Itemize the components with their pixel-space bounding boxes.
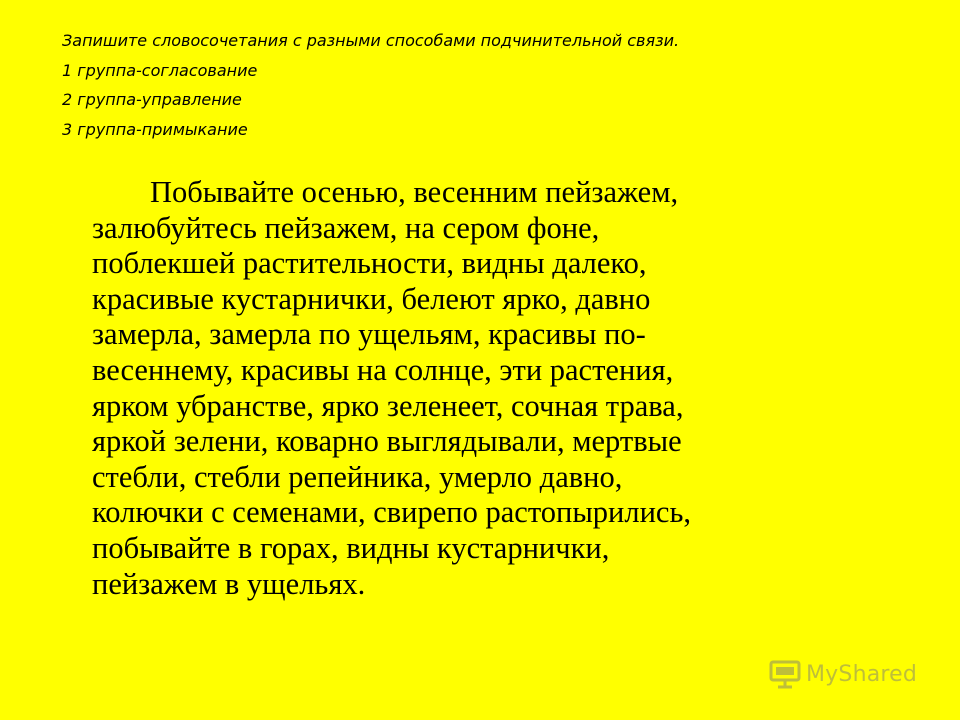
- watermark-text: MyShared: [806, 661, 918, 687]
- exercise-line: весеннему, красивы на солнце, эти растения,: [92, 352, 674, 387]
- task-instructions: [62, 26, 922, 144]
- exercise-line: ярком убранстве, ярко зеленеет, сочная трава,: [92, 388, 684, 423]
- watermark-logo: [768, 656, 917, 692]
- exercise-line: Побывайте осенью, весенним пейзажем,: [150, 175, 679, 209]
- exercise-line: пейзажем в ущельях.: [92, 566, 366, 601]
- exercise-line: яркой зелени, коварно выглядывали, мертвые: [92, 424, 682, 459]
- exercise-line: побывайте в горах, видны кустарнички,: [92, 530, 610, 565]
- exercise-line: красивые кустарнички, белеют ярко, давно: [92, 281, 651, 316]
- exercise-line: залюбуйтесь пейзажем, на сером фоне,: [92, 210, 600, 245]
- instruction-line: 3 группа-примыкание: [62, 119, 248, 139]
- exercise-text: [92, 175, 942, 602]
- exercise-line: замерла, замерла по ущельям, красивы по-: [92, 317, 646, 352]
- instruction-line: Запишите словосочетания с разными способами подчинительной связи.: [62, 31, 680, 50]
- instruction-line: 1 группа-согласование: [62, 60, 258, 80]
- presentation-screen-icon: [768, 657, 802, 691]
- exercise-line: поблекшей растительности, видны далеко,: [92, 246, 647, 281]
- exercise-line: стебли, стебли репейника, умерло давно,: [92, 459, 623, 494]
- instruction-line: 2 группа-управление: [62, 90, 242, 109]
- exercise-line: колючки с семенами, свирепо растопырились,: [92, 495, 691, 530]
